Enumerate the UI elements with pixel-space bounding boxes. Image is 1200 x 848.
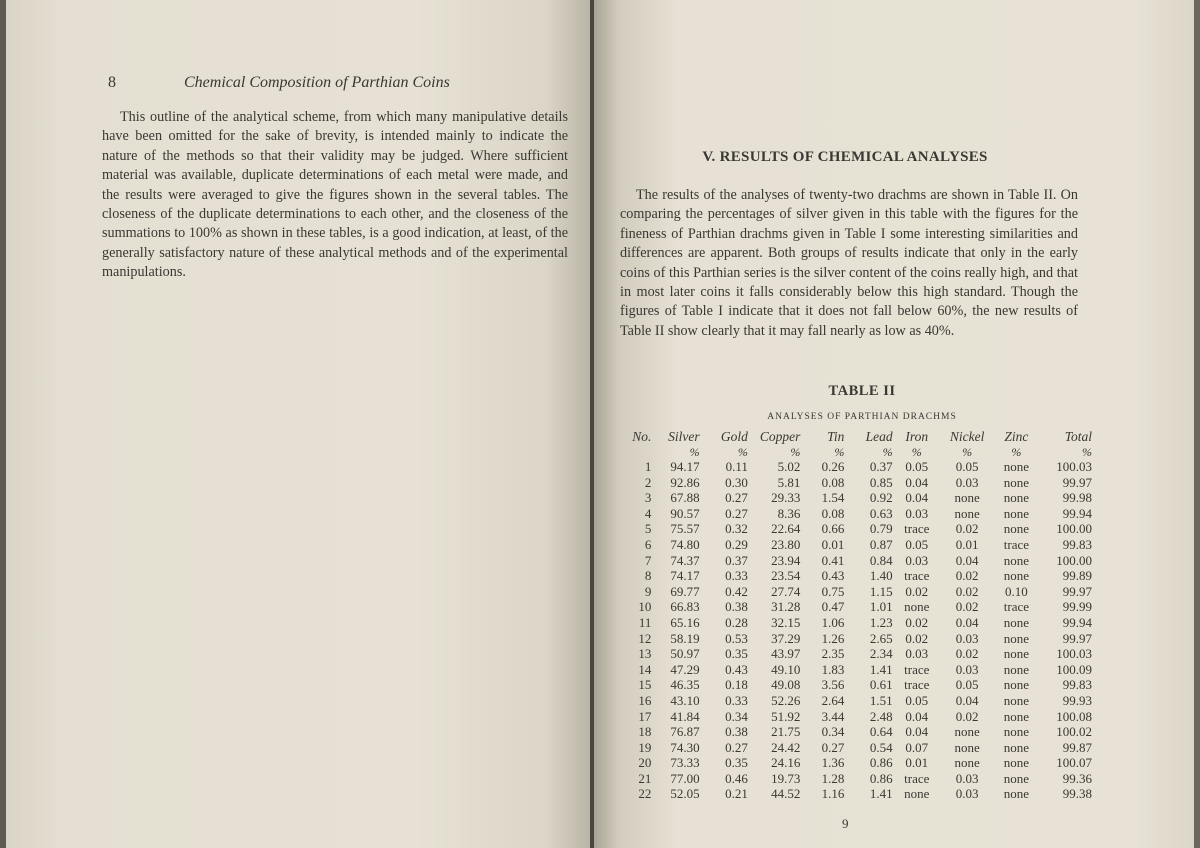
scan-edge-right <box>1194 0 1200 848</box>
cell-iron: 0.01 <box>905 755 929 771</box>
cell-total: 99.36 <box>1062 770 1092 786</box>
header-no: No. <box>632 429 652 444</box>
cell-zinc: none <box>1003 770 1030 786</box>
cell-total: 100.00 <box>1056 521 1092 537</box>
cell-silver: 77.00 <box>670 770 700 786</box>
cell-tin: 0.66 <box>821 521 845 537</box>
table-row <box>622 631 1092 647</box>
cell-gold: 0.42 <box>725 583 748 599</box>
cell-tin: 0.01 <box>821 536 845 552</box>
cell-copper: 19.73 <box>771 770 801 786</box>
running-title: Chemical Composition of Parthian Coins <box>184 74 450 91</box>
cell-no: 6 <box>644 536 652 552</box>
cell-total: 99.89 <box>1062 568 1092 584</box>
cell-lead: 1.40 <box>869 568 893 584</box>
cell-iron: trace <box>904 661 930 677</box>
unit-lead: % <box>882 445 893 459</box>
cell-total: 99.94 <box>1062 614 1092 630</box>
cell-zinc: none <box>1003 505 1030 521</box>
cell-nickel: 0.01 <box>955 536 979 552</box>
cell-iron: 0.05 <box>905 459 929 474</box>
cell-lead: 1.51 <box>869 692 893 708</box>
cell-gold: 0.11 <box>725 459 748 474</box>
cell-nickel: 0.03 <box>955 630 979 646</box>
unit-silver: % <box>689 445 700 459</box>
cell-lead: 1.01 <box>869 599 893 615</box>
unit-iron: % <box>911 445 922 459</box>
unit-no <box>622 445 651 459</box>
cell-silver: 90.57 <box>670 505 700 521</box>
cell-copper: 27.74 <box>771 583 801 599</box>
table-row <box>622 771 1092 787</box>
cell-copper: 52.26 <box>771 692 801 708</box>
cell-lead: 1.41 <box>869 661 893 677</box>
cell-total: 100.09 <box>1056 661 1092 677</box>
cell-silver: 73.33 <box>670 755 700 771</box>
cell-copper: 21.75 <box>771 724 801 740</box>
cell-no: 22 <box>638 786 652 802</box>
cell-gold: 0.32 <box>725 521 748 537</box>
cell-zinc: none <box>1003 661 1030 677</box>
cell-total: 99.97 <box>1062 474 1092 490</box>
cell-nickel: 0.02 <box>955 646 979 662</box>
cell-no: 11 <box>638 614 652 630</box>
cell-copper: 51.92 <box>771 708 801 724</box>
cell-gold: 0.18 <box>725 677 748 693</box>
header-zinc: Zinc <box>1004 429 1029 444</box>
cell-copper: 24.16 <box>771 755 801 771</box>
section-heading: V. RESULTS OF CHEMICAL ANALYSES <box>702 149 988 165</box>
cell-iron: 0.04 <box>905 724 929 740</box>
cell-no: 10 <box>638 599 652 615</box>
cell-total: 100.00 <box>1056 552 1092 568</box>
unit-tin: % <box>834 445 845 459</box>
cell-copper: 29.33 <box>771 490 801 506</box>
cell-lead: 0.85 <box>869 474 893 490</box>
cell-total: 100.08 <box>1056 708 1092 724</box>
table-row <box>622 662 1092 678</box>
cell-iron: 0.02 <box>905 614 929 630</box>
cell-tin: 0.26 <box>821 459 845 474</box>
left-body-paragraph: This outline of the analytical scheme, from which many manipulative details have been omitted for the sake of brevity, is intended mainly to indicate the nature of the methods so that their validity may be judged. Where sufficient material was available, duplicate determinations of each metal were made, and the results were averaged to give the figures shown in the several tables. The closeness of the duplicate determinations to each other, and the closeness of the summations to 100% as shown in these tables, is a good indication, at least, of the generally satisfactory nature of these analytical methods and of the experimental manipulations. <box>102 109 568 281</box>
analyses-table <box>622 428 1092 802</box>
cell-iron: trace <box>904 770 930 786</box>
table-row <box>622 709 1092 725</box>
cell-lead: 0.37 <box>869 459 893 474</box>
cell-iron: none <box>904 786 930 802</box>
cell-gold: 0.38 <box>725 724 748 740</box>
cell-no: 4 <box>644 505 652 521</box>
cell-tin: 0.43 <box>821 568 845 584</box>
cell-lead: 1.23 <box>869 614 893 630</box>
cell-silver: 66.83 <box>670 599 700 615</box>
header-lead: Lead <box>865 429 893 444</box>
cell-nickel: 0.04 <box>955 614 979 630</box>
header-gold: Gold <box>720 429 748 444</box>
cell-silver: 43.10 <box>670 692 700 708</box>
cell-tin: 1.54 <box>821 490 845 506</box>
cell-total: 99.97 <box>1062 583 1092 599</box>
cell-nickel: 0.04 <box>955 692 979 708</box>
cell-lead: 0.84 <box>869 552 893 568</box>
cell-silver: 76.87 <box>670 724 700 740</box>
right-page-number: 9 <box>842 816 849 831</box>
cell-no: 5 <box>644 521 652 537</box>
table-row <box>622 553 1092 569</box>
cell-no: 7 <box>644 552 652 568</box>
cell-lead: 0.87 <box>869 536 893 552</box>
cell-total: 100.03 <box>1056 646 1092 662</box>
cell-iron: 0.04 <box>905 490 929 506</box>
cell-zinc: none <box>1003 677 1030 693</box>
cell-lead: 0.86 <box>869 770 893 786</box>
cell-lead: 0.64 <box>869 724 893 740</box>
cell-tin: 0.27 <box>821 739 845 755</box>
cell-copper: 22.64 <box>771 521 801 537</box>
cell-gold: 0.28 <box>725 614 748 630</box>
cell-iron: 0.03 <box>905 505 929 521</box>
cell-gold: 0.38 <box>725 599 748 615</box>
cell-total: 99.87 <box>1062 739 1092 755</box>
cell-tin: 1.83 <box>821 661 845 677</box>
cell-no: 12 <box>638 630 652 646</box>
cell-nickel: 0.05 <box>955 459 979 474</box>
cell-total: 100.02 <box>1056 724 1092 740</box>
cell-gold: 0.21 <box>725 786 748 802</box>
cell-tin: 0.08 <box>821 474 845 490</box>
cell-silver: 74.30 <box>670 739 700 755</box>
cell-iron: 0.02 <box>905 583 929 599</box>
cell-silver: 41.84 <box>670 708 700 724</box>
cell-silver: 74.80 <box>670 536 700 552</box>
cell-silver: 75.57 <box>670 521 700 537</box>
table-row <box>622 506 1092 522</box>
unit-zinc: % <box>1011 445 1022 459</box>
table-title: TABLE II <box>828 383 896 399</box>
cell-gold: 0.46 <box>725 770 748 786</box>
cell-silver: 46.35 <box>670 677 700 693</box>
cell-iron: 0.05 <box>905 692 929 708</box>
cell-iron: 0.05 <box>905 536 929 552</box>
cell-total: 99.93 <box>1062 692 1092 708</box>
cell-silver: 65.16 <box>670 614 700 630</box>
table-body <box>622 459 1092 802</box>
cell-lead: 0.79 <box>869 521 893 537</box>
cell-iron: 0.03 <box>905 646 929 662</box>
cell-no: 21 <box>638 770 652 786</box>
cell-nickel: 0.05 <box>955 677 979 693</box>
cell-gold: 0.37 <box>725 552 748 568</box>
cell-nickel: 0.02 <box>955 521 979 537</box>
unit-total: % <box>1082 445 1092 459</box>
header-silver: Silver <box>668 429 700 444</box>
table-row <box>622 677 1092 693</box>
cell-tin: 0.41 <box>821 552 845 568</box>
cell-iron: 0.04 <box>905 474 929 490</box>
cell-iron: none <box>904 599 930 615</box>
cell-zinc: none <box>1003 786 1030 802</box>
table-row <box>622 459 1092 475</box>
cell-silver: 52.05 <box>670 786 700 802</box>
cell-gold: 0.43 <box>725 661 748 677</box>
cell-tin: 3.56 <box>821 677 845 693</box>
cell-no: 20 <box>638 755 652 771</box>
cell-gold: 0.53 <box>725 630 748 646</box>
cell-iron: trace <box>904 677 930 693</box>
cell-gold: 0.27 <box>725 505 748 521</box>
table-header-row <box>622 428 1092 445</box>
header-tin: Tin <box>827 429 845 444</box>
cell-tin: 0.34 <box>821 724 845 740</box>
cell-nickel: none <box>954 505 980 521</box>
cell-nickel: none <box>954 490 980 506</box>
cell-lead: 2.65 <box>869 630 893 646</box>
cell-zinc: none <box>1003 568 1030 584</box>
cell-total: 100.07 <box>1056 755 1092 771</box>
cell-lead: 0.63 <box>869 505 893 521</box>
cell-copper: 37.29 <box>771 630 801 646</box>
cell-nickel: 0.03 <box>955 474 979 490</box>
cell-lead: 2.34 <box>869 646 893 662</box>
cell-no: 17 <box>638 708 652 724</box>
cell-nickel: none <box>954 739 980 755</box>
cell-gold: 0.27 <box>725 739 748 755</box>
right-body-paragraph: The results of the analyses of twenty-two drachms are shown in Table II. On comparing the percentages of silver given in this table with the figures for the fineness of Parthian drachms given in Table I some interesting similarities and differences are apparent. Both groups of results indicate that only in the early coins of this Parthian series is the silver content of the coins really high, and that in most later coins it falls considerably below this high standard. Though the figures of Table I indicate that it does not fall below 60%, the new results of Table II show clearly that it may fall nearly as low as 40%. <box>620 187 1078 339</box>
left-page-number: 8 <box>108 74 116 91</box>
table-row <box>622 599 1092 615</box>
cell-iron: 0.04 <box>905 708 929 724</box>
cell-total: 99.99 <box>1062 599 1092 615</box>
cell-zinc: none <box>1003 459 1030 474</box>
cell-iron: trace <box>904 521 930 537</box>
cell-total: 99.38 <box>1062 786 1092 802</box>
cell-total: 100.03 <box>1056 459 1092 474</box>
cell-nickel: 0.02 <box>955 708 979 724</box>
cell-nickel: none <box>954 755 980 771</box>
cell-gold: 0.33 <box>725 568 748 584</box>
header-total: Total <box>1064 429 1092 444</box>
cell-lead: 1.41 <box>869 786 893 802</box>
cell-zinc: none <box>1003 708 1030 724</box>
cell-tin: 1.28 <box>821 770 845 786</box>
cell-copper: 23.80 <box>771 536 801 552</box>
unit-nickel: % <box>962 445 973 459</box>
header-iron: Iron <box>905 429 929 444</box>
cell-copper: 23.94 <box>771 552 801 568</box>
cell-no: 3 <box>644 490 652 506</box>
cell-zinc: none <box>1003 724 1030 740</box>
cell-lead: 0.61 <box>869 677 893 693</box>
table-row <box>622 693 1092 709</box>
cell-copper: 5.02 <box>777 459 801 474</box>
cell-no: 8 <box>644 568 652 584</box>
cell-tin: 2.35 <box>821 646 845 662</box>
cell-gold: 0.29 <box>725 536 748 552</box>
cell-silver: 94.17 <box>670 459 700 474</box>
cell-copper: 43.97 <box>771 646 801 662</box>
cell-nickel: 0.02 <box>955 583 979 599</box>
cell-nickel: 0.04 <box>955 552 979 568</box>
cell-silver: 74.17 <box>670 568 700 584</box>
cell-total: 99.97 <box>1062 630 1092 646</box>
table-row <box>622 724 1092 740</box>
table-row <box>622 521 1092 537</box>
table-row <box>622 740 1092 756</box>
cell-zinc: none <box>1003 614 1030 630</box>
table-row <box>622 568 1092 584</box>
cell-total: 99.83 <box>1062 677 1092 693</box>
cell-total: 99.98 <box>1062 490 1092 506</box>
cell-tin: 1.36 <box>821 755 845 771</box>
table-row <box>622 475 1092 491</box>
cell-silver: 67.88 <box>670 490 700 506</box>
cell-lead: 1.15 <box>869 583 893 599</box>
cell-zinc: none <box>1003 521 1030 537</box>
cell-lead: 2.48 <box>869 708 893 724</box>
cell-zinc: none <box>1003 692 1030 708</box>
cell-nickel: 0.02 <box>955 568 979 584</box>
cell-zinc: none <box>1003 739 1030 755</box>
cell-nickel: 0.03 <box>955 661 979 677</box>
cell-zinc: none <box>1003 646 1030 662</box>
cell-copper: 32.15 <box>771 614 801 630</box>
cell-tin: 0.75 <box>821 583 845 599</box>
cell-copper: 5.81 <box>777 474 801 490</box>
cell-no: 9 <box>644 583 652 599</box>
unit-gold: % <box>737 445 748 459</box>
cell-tin: 3.44 <box>821 708 845 724</box>
table-row <box>622 646 1092 662</box>
cell-nickel: none <box>954 724 980 740</box>
cell-copper: 44.52 <box>771 786 801 802</box>
cell-iron: trace <box>904 568 930 584</box>
cell-gold: 0.30 <box>725 474 748 490</box>
cell-gold: 0.33 <box>725 692 748 708</box>
cell-tin: 0.47 <box>821 599 845 615</box>
header-copper: Copper <box>759 429 801 444</box>
cell-gold: 0.27 <box>725 490 748 506</box>
cell-zinc: trace <box>1003 536 1030 552</box>
cell-tin: 1.26 <box>821 630 845 646</box>
cell-nickel: 0.03 <box>955 770 979 786</box>
cell-nickel: 0.03 <box>955 786 979 802</box>
cell-no: 13 <box>638 646 652 662</box>
cell-tin: 1.06 <box>821 614 845 630</box>
cell-silver: 92.86 <box>670 474 700 490</box>
table-row <box>622 615 1092 631</box>
unit-copper: % <box>790 445 801 459</box>
cell-no: 18 <box>638 724 652 740</box>
cell-zinc: trace <box>1003 599 1030 615</box>
cell-nickel: 0.02 <box>955 599 979 615</box>
cell-iron: 0.03 <box>905 552 929 568</box>
cell-silver: 50.97 <box>670 646 700 662</box>
cell-copper: 31.28 <box>771 599 801 615</box>
cell-zinc: 0.10 <box>1005 583 1028 599</box>
cell-silver: 69.77 <box>670 583 700 599</box>
cell-gold: 0.35 <box>725 755 748 771</box>
table-row <box>622 490 1092 506</box>
cell-no: 16 <box>638 692 652 708</box>
table-row <box>622 755 1092 771</box>
table-row <box>622 537 1092 553</box>
cell-tin: 0.08 <box>821 505 845 521</box>
cell-tin: 1.16 <box>821 786 845 802</box>
cell-lead: 0.54 <box>869 739 893 755</box>
cell-no: 2 <box>644 474 652 490</box>
cell-copper: 49.08 <box>771 677 801 693</box>
cell-total: 99.83 <box>1062 536 1092 552</box>
table-row <box>622 584 1092 600</box>
cell-silver: 58.19 <box>670 630 700 646</box>
cell-no: 14 <box>638 661 652 677</box>
cell-no: 15 <box>638 677 652 693</box>
cell-no: 19 <box>638 739 652 755</box>
cell-copper: 8.36 <box>777 505 801 521</box>
cell-silver: 74.37 <box>670 552 700 568</box>
table-caption: ANALYSES OF PARTHIAN DRACHMS <box>767 412 957 422</box>
header-nickel: Nickel <box>949 429 985 444</box>
cell-tin: 2.64 <box>821 692 845 708</box>
cell-silver: 47.29 <box>670 661 700 677</box>
cell-lead: 0.92 <box>869 490 893 506</box>
cell-zinc: none <box>1003 474 1030 490</box>
cell-gold: 0.35 <box>725 646 748 662</box>
cell-total: 99.94 <box>1062 505 1092 521</box>
cell-copper: 23.54 <box>771 568 801 584</box>
cell-iron: 0.02 <box>905 630 929 646</box>
table-row <box>622 786 1092 802</box>
cell-copper: 49.10 <box>771 661 801 677</box>
cell-lead: 0.86 <box>869 755 893 771</box>
table-unit-row <box>622 445 1092 459</box>
cell-no: 1 <box>644 459 652 474</box>
cell-zinc: none <box>1003 755 1030 771</box>
cell-zinc: none <box>1003 552 1030 568</box>
cell-iron: 0.07 <box>905 739 929 755</box>
cell-gold: 0.34 <box>725 708 748 724</box>
cell-copper: 24.42 <box>771 739 801 755</box>
cell-zinc: none <box>1003 490 1030 506</box>
cell-zinc: none <box>1003 630 1030 646</box>
